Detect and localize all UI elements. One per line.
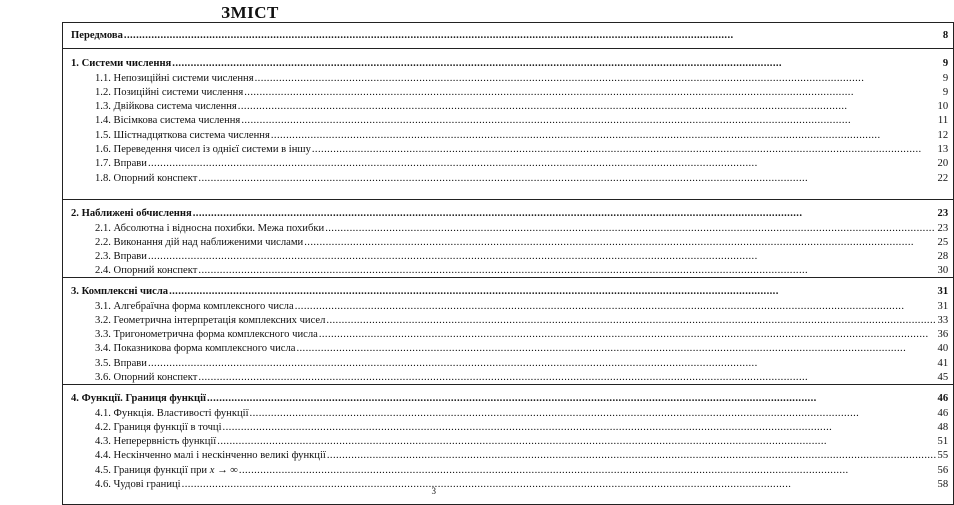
toc-entry-preface[interactable]: Передмова ..... 8 bbox=[71, 29, 948, 43]
dot-leader bbox=[250, 407, 937, 421]
toc-section-4 bbox=[63, 385, 954, 505]
toc-entry-1-1[interactable]: 1.1. Непозиційні системи числення ..... 9 bbox=[71, 72, 948, 86]
toc-entry-3-1[interactable]: 3.1. Алгебраїчна форма комплексного числа ..... 31 bbox=[71, 300, 948, 314]
toc-entry-2-4[interactable]: 2.4. Опорний конспект ..... 30 bbox=[71, 264, 948, 278]
toc-entry-4-3[interactable]: 4.3. Неперервність функції ..... 51 bbox=[71, 435, 948, 449]
dot-leader bbox=[193, 207, 937, 221]
toc-entry-section-2[interactable]: 2. Наближені обчислення ..... 23 bbox=[71, 207, 948, 221]
dot-leader bbox=[255, 72, 942, 86]
toc-section-1 bbox=[63, 49, 954, 200]
dot-leader bbox=[207, 392, 937, 406]
dot-leader bbox=[241, 114, 937, 128]
toc-entry-2-1[interactable]: 2.1. Абсолютна і відносна похибки. Межа похибки ..... 23 bbox=[71, 222, 948, 236]
dot-leader bbox=[223, 421, 937, 435]
dot-leader bbox=[296, 342, 936, 356]
page-title: ЗМІСТ bbox=[221, 3, 279, 22]
toc-entry-4-5[interactable]: 4.5. Границя функції при x → ∞ ..... 56 bbox=[71, 464, 948, 478]
dot-leader bbox=[325, 222, 936, 236]
dot-leader bbox=[198, 264, 936, 278]
toc-entry-2-3[interactable]: 2.3. Вправи ..... 28 bbox=[71, 250, 948, 264]
toc-entry-4-2[interactable]: 4.2. Границя функції в точці ..... 48 bbox=[71, 421, 948, 435]
toc-entry-3-2[interactable]: 3.2. Геометрична інтерпретація комплексних чисел ..... 33 bbox=[71, 314, 948, 328]
toc-entry-1-7[interactable]: 1.7. Вправи ..... 20 bbox=[71, 157, 948, 171]
toc-entry-1-2[interactable]: 1.2. Позиційні системи числення ..... 9 bbox=[71, 86, 948, 100]
toc-entry-4-4[interactable]: 4.4. Нескінченно малі і нескінченно великі функції ..... 55 bbox=[71, 449, 948, 463]
toc-entry-3-3[interactable]: 3.3. Тригонометрична форма комплексного числа ..... 36 bbox=[71, 328, 948, 342]
toc-entry-2-2[interactable]: 2.2. Виконання дій над наближеними числами ..... 25 bbox=[71, 236, 948, 250]
toc-section-2 bbox=[63, 200, 954, 278]
toc-section-3 bbox=[63, 278, 954, 385]
dot-leader bbox=[312, 143, 937, 157]
dot-leader bbox=[217, 435, 936, 449]
dot-leader bbox=[327, 449, 937, 463]
toc-entry-section-1[interactable]: 1. Системи числення ..... 9 bbox=[71, 57, 948, 71]
toc-entry-4-1[interactable]: 4.1. Функція. Властивості функції ..... 46 bbox=[71, 407, 948, 421]
toc-entry-1-5[interactable]: 1.5. Шістнадцяткова система числення ..... 12 bbox=[71, 129, 948, 143]
toc-entry-section-3[interactable]: 3. Комплексні числа ..... 31 bbox=[71, 285, 948, 299]
toc-entry-section-4[interactable]: 4. Функції. Границя функції ..... 46 bbox=[71, 392, 948, 406]
toc-entry-3-6[interactable]: 3.6. Опорний конспект ..... 45 bbox=[71, 371, 948, 385]
dot-leader bbox=[148, 357, 937, 371]
dot-leader bbox=[326, 314, 936, 328]
math-x-to-infinity: x → ∞ bbox=[209, 464, 238, 476]
toc-entry-1-6[interactable]: 1.6. Переведення чисел із однієї системи в іншу ..... 13 bbox=[71, 143, 948, 157]
dot-leader bbox=[304, 236, 936, 250]
dot-leader bbox=[148, 250, 937, 264]
dot-leader bbox=[182, 478, 937, 492]
page-number: 3 bbox=[431, 486, 436, 496]
dot-leader bbox=[238, 100, 937, 114]
dot-leader bbox=[319, 328, 937, 342]
dot-leader bbox=[295, 300, 937, 314]
dot-leader bbox=[198, 371, 936, 385]
dot-leader bbox=[244, 86, 942, 100]
dot-leader bbox=[198, 172, 936, 186]
toc-entry-1-4[interactable]: 1.4. Вісімкова система числення ..... 11 bbox=[71, 114, 948, 128]
toc-preface-row bbox=[63, 23, 954, 49]
toc-entry-3-5[interactable]: 3.5. Вправи ..... 41 bbox=[71, 357, 948, 371]
toc-entry-1-3[interactable]: 1.3. Двійкова система числення ..... 10 bbox=[71, 100, 948, 114]
dot-leader bbox=[124, 29, 942, 43]
dot-leader bbox=[271, 129, 937, 143]
toc-entry-1-8[interactable]: 1.8. Опорний конспект ..... 22 bbox=[71, 172, 948, 186]
toc-entry-4-6[interactable]: 4.6. Чудові границі ..... 58 bbox=[71, 478, 948, 492]
dot-leader bbox=[239, 464, 937, 478]
dot-leader bbox=[148, 157, 937, 171]
dot-leader bbox=[172, 57, 942, 71]
toc-entry-3-4[interactable]: 3.4. Показникова форма комплексного числа ..... 40 bbox=[71, 342, 948, 356]
dot-leader bbox=[169, 285, 936, 299]
toc-table bbox=[62, 22, 954, 505]
